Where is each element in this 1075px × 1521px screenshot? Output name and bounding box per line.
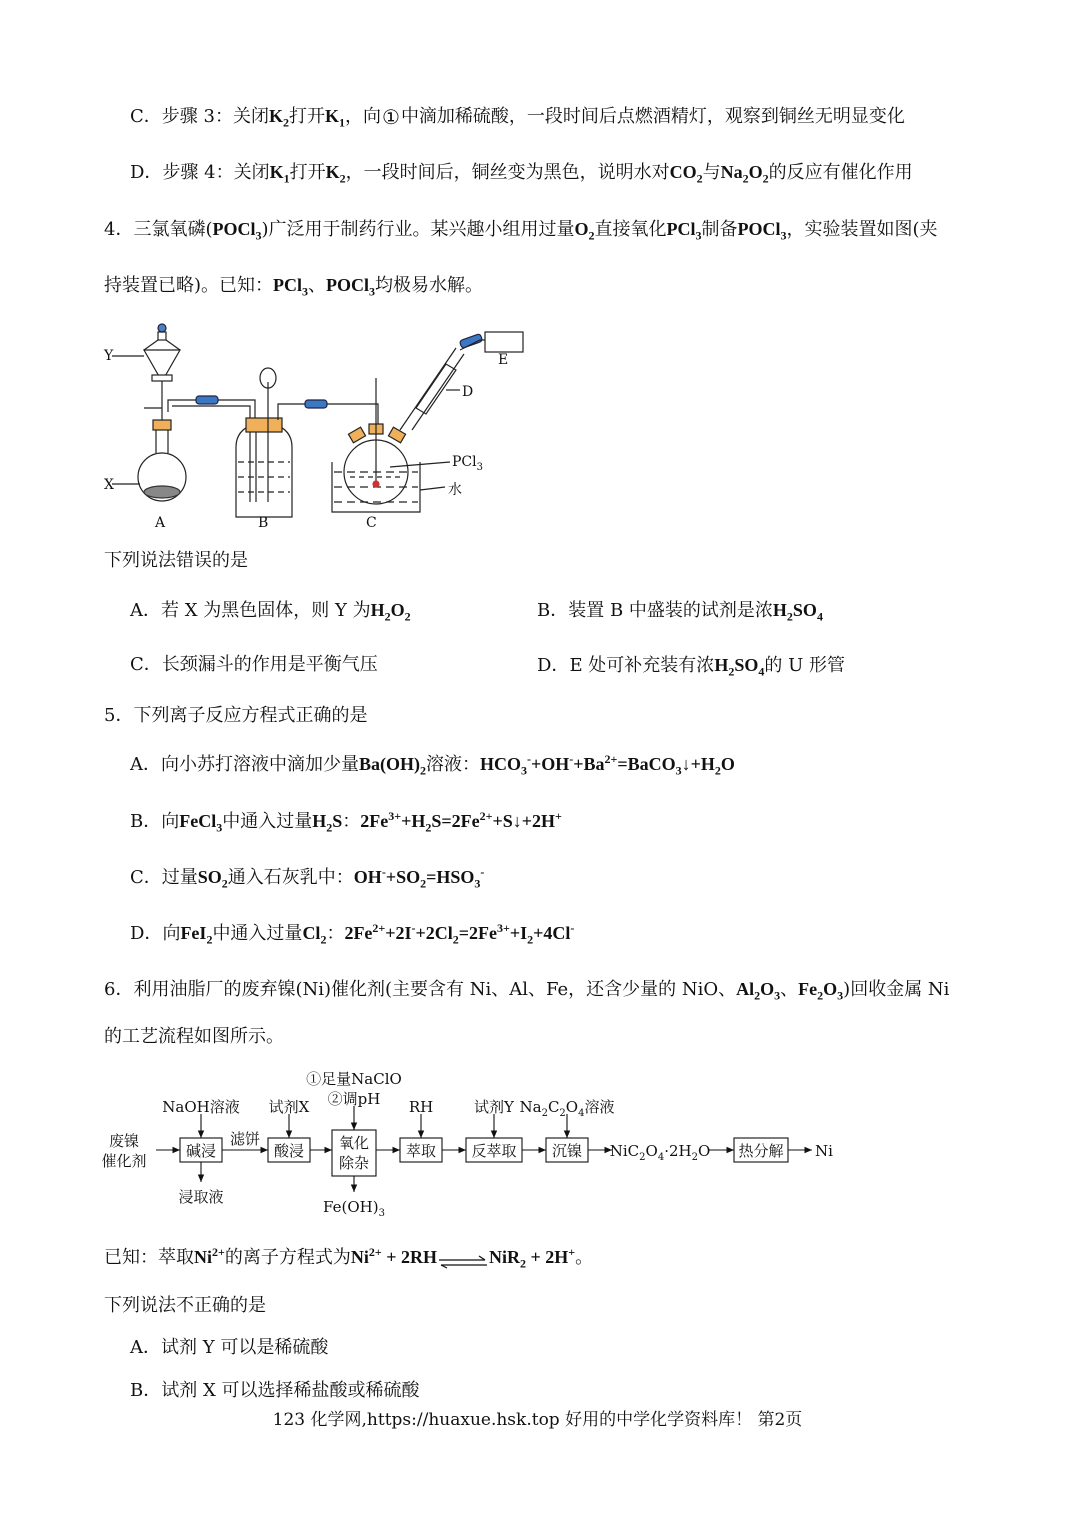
label-e: E <box>498 352 509 368</box>
q5-option-d: D．向FeI$_2$中通入过量$Cl_2$：$2Fe^{2+}+2I^-+2Cl_2=2Fe^{3+}+I_2+4Cl^-$ <box>130 921 575 947</box>
q4-option-b: B．装置 B 中盛装的试剂是浓$H_2SO_4$ <box>537 600 823 624</box>
q6-option-a: A．试剂 Y 可以是稀硫酸 <box>130 1337 329 1358</box>
label-a: A <box>155 515 166 531</box>
q6-stem-line1: 6．利用油脂厂的废弃镍(Ni)催化剂(主要含有 Ni、Al、Fe，还含少量的 NiO、$Al_2O_3$、$Fe_2O_3$)回收金属 Ni <box>104 979 950 1003</box>
flow-product: $NiC_2O_4\cdot 2H_2O$ <box>609 1142 711 1163</box>
label-c: C <box>366 515 377 531</box>
q6-question: 下列说法不正确的是 <box>104 1295 266 1316</box>
q4-stem-line2: 持装置已略)。已知：PCl$_3$、POCl$_3$均极易水解。 <box>104 275 484 299</box>
flow-leachate: 浸取液 <box>178 1188 224 1206</box>
q3-option-c: C．步骤 3：关闭$K_2$打开$K_1$，向①中滴加稀硫酸，一段时间后点燃酒精灯，观察到铜丝无明显变化 <box>130 105 905 130</box>
flow-end: Ni <box>815 1142 833 1160</box>
flow-start-2: 催化剂 <box>101 1152 147 1170</box>
flow-reagent-x: 试剂X <box>268 1098 310 1116</box>
flow-box5-label: 反萃取 <box>471 1142 517 1160</box>
flow-box2-label: 酸浸 <box>273 1142 305 1160</box>
q6-option-b: B．试剂 X 可以选择稀盐酸或稀硫酸 <box>130 1380 420 1401</box>
q4-question: 下列说法错误的是 <box>104 550 248 571</box>
q3-option-d: D．步骤 4：关闭$K_1$打开$K_2$，一段时间后，铜丝变为黑色，说明水对$CO_2$与$Na_2O_2$的反应有催化作用 <box>130 162 913 186</box>
label-water: 水 <box>448 482 462 498</box>
flow-step2: ②调pH <box>327 1090 381 1108</box>
label-y: Y <box>104 348 114 364</box>
flow-box3-label-b: 除杂 <box>338 1154 370 1172</box>
flow-na2c2o4: $Na_2C_2O_4$溶液 <box>519 1098 615 1119</box>
q6-known-equation: 已知：萃取$Ni^{2+}$的离子方程式为$Ni^{2+} + 2RH$ NiR$_2$ + 2H+。 <box>104 1245 594 1271</box>
flow-filter-cake: 滤饼 <box>229 1130 261 1148</box>
q4-stem-line1: 4．三氯氧磷(POCl$_3$)广泛用于制药行业。某兴趣小组用过量$O_2$直接氧化PCl$_3$制备POCl$_3$，实验装置如图(夹 <box>104 219 938 243</box>
apparatus-diagram <box>100 312 540 537</box>
flow-box4-label: 萃取 <box>405 1142 437 1160</box>
flow-rh: RH <box>408 1098 434 1116</box>
label-b: B <box>258 515 269 531</box>
q5-option-c: C．过量$SO_2$通入石灰乳中：$OH^-+SO_2=HSO_3^-$ <box>130 865 485 891</box>
flow-naoh: NaOH溶液 <box>162 1098 240 1116</box>
q5-stem: 5．下列离子反应方程式正确的是 <box>104 705 368 726</box>
q4-option-d: D．E 处可补充装有浓$H_2SO_4$的 U 形管 <box>537 655 845 679</box>
flow-step1: ①足量NaClO <box>306 1070 402 1088</box>
page-footer: 123 化学网,https://huaxue.hsk.top 好用的中学化学资料库！ 第2页 <box>272 1410 803 1430</box>
flow-start-1: 废镍 <box>108 1132 140 1150</box>
q6-stem-line2: 的工艺流程如图所示。 <box>104 1026 284 1047</box>
flow-box1-label: 碱浸 <box>185 1142 217 1160</box>
q5-option-a: A．向小苏打溶液中滴加少量$Ba(OH)_2$溶液：$HCO_3^-+OH^-+Ba^{2+}=BaCO_3↓+H_2O$ <box>130 752 735 778</box>
q4-option-c: C．长颈漏斗的作用是平衡气压 <box>130 654 378 675</box>
flow-reagent-y: 试剂Y <box>474 1098 514 1116</box>
circled-number: ① <box>382 105 400 129</box>
option-label: C． <box>130 106 162 127</box>
process-flowchart <box>100 1062 860 1222</box>
q5-option-b: B．向FeCl$_3$中通入过量$H_2S$：$2Fe^{3+}+H_2S=2Fe^{2+}+S↓+2H^+$ <box>130 809 562 835</box>
label-d: D <box>462 384 474 400</box>
q4-option-a: A．若 X 为黑色固体，则 Y 为$H_2O_2$ <box>130 600 411 624</box>
flow-box7-label: 热分解 <box>738 1142 784 1160</box>
label-x: X <box>104 477 114 493</box>
option-label: D． <box>130 162 163 183</box>
flow-feoh3: $Fe(OH)_3$ <box>323 1198 385 1219</box>
flow-box6-label: 沉镍 <box>551 1142 583 1160</box>
label-pcl3: PCl$_3$ <box>452 454 483 473</box>
flow-box3-label-a: 氧化 <box>338 1134 370 1152</box>
equilibrium-arrow-icon <box>437 1251 489 1265</box>
